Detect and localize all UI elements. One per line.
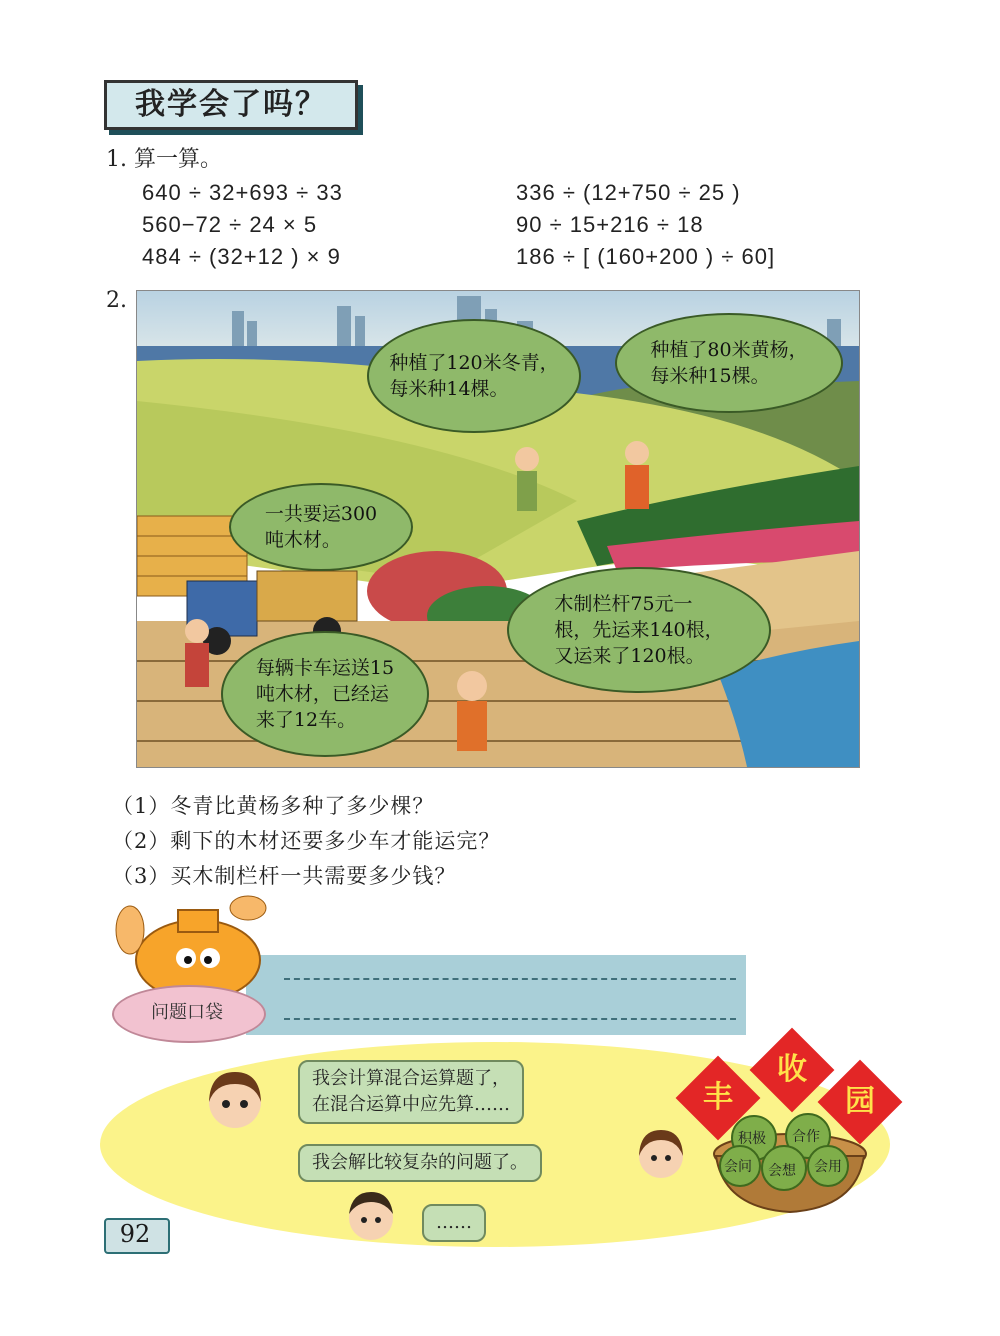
worker-figure [515,447,539,511]
boy-avatar-icon [340,1182,402,1248]
speech-bubble: 种植了80米黄杨， 每米种15棵。 [615,313,843,413]
girl-avatar-icon [630,1118,692,1192]
page-number: 92 [119,1220,151,1248]
expression: 560−72 ÷ 24 × 5 [142,212,318,237]
answer-lines-area [246,955,746,1035]
sub-question: （3）买木制栏杆一共需要多少钱？ [112,864,457,888]
badge-text: 收 [777,1052,807,1087]
answer-line[interactable] [284,978,736,980]
worker-figure [185,619,209,687]
badge-text: 丰 [703,1080,733,1115]
speech-box: 我会计算混合运算题了， 在混合运算中应先算…… [298,1060,524,1124]
apple-label: 会用 [814,1159,842,1175]
expression: 640 ÷ 32+693 ÷ 33 [142,180,343,205]
girl-avatar-icon [200,1062,270,1138]
section-title-box [104,80,358,130]
expression: 484 ÷ (32+12 ) × 9 [142,244,341,269]
speech-bubble: 木制栏杆75元一 根，先运来140根， 又运来了120根。 [507,567,771,693]
speech-box: 我会解比较复杂的问题了。 [298,1144,542,1182]
worker-figure [625,441,649,509]
speech-box: …… [422,1204,486,1242]
apple-label: 合作 [792,1129,820,1145]
pocket-label: 问题口袋 [151,1002,223,1023]
speech-bubble: 每辆卡车运送15 吨木材，已经运 来了12车。 [221,631,429,757]
expression: 336 ÷ (12+750 ÷ 25 ) [516,180,741,205]
speech-bubble: 种植了120米冬青， 每米种14棵。 [367,319,581,433]
sub-question: （1）冬青比黄杨多种了多少棵？ [112,794,435,818]
apple-label: 积极 [738,1131,766,1147]
question-2-label: 2. [106,288,127,313]
speech-bubble: 一共要运300 吨木材。 [229,483,413,571]
expression: 90 ÷ 15+216 ÷ 18 [516,212,704,237]
construction-scene-illustration [136,290,860,768]
pocket-mascot-icon [108,890,278,1000]
badge-text: 园 [845,1084,875,1119]
answer-line[interactable] [284,1018,736,1020]
sub-question: （2）剩下的木材还要多少车才能运完？ [112,829,501,853]
question-1-label: 1. 算一算。 [106,147,222,172]
expression: 186 ÷ [ (160+200 ) ÷ 60] [516,244,776,269]
apple-label: 会问 [724,1159,752,1175]
worker-figure [457,671,487,751]
apple-label: 会想 [768,1163,796,1179]
section-title: 我学会了吗？ [135,87,327,122]
